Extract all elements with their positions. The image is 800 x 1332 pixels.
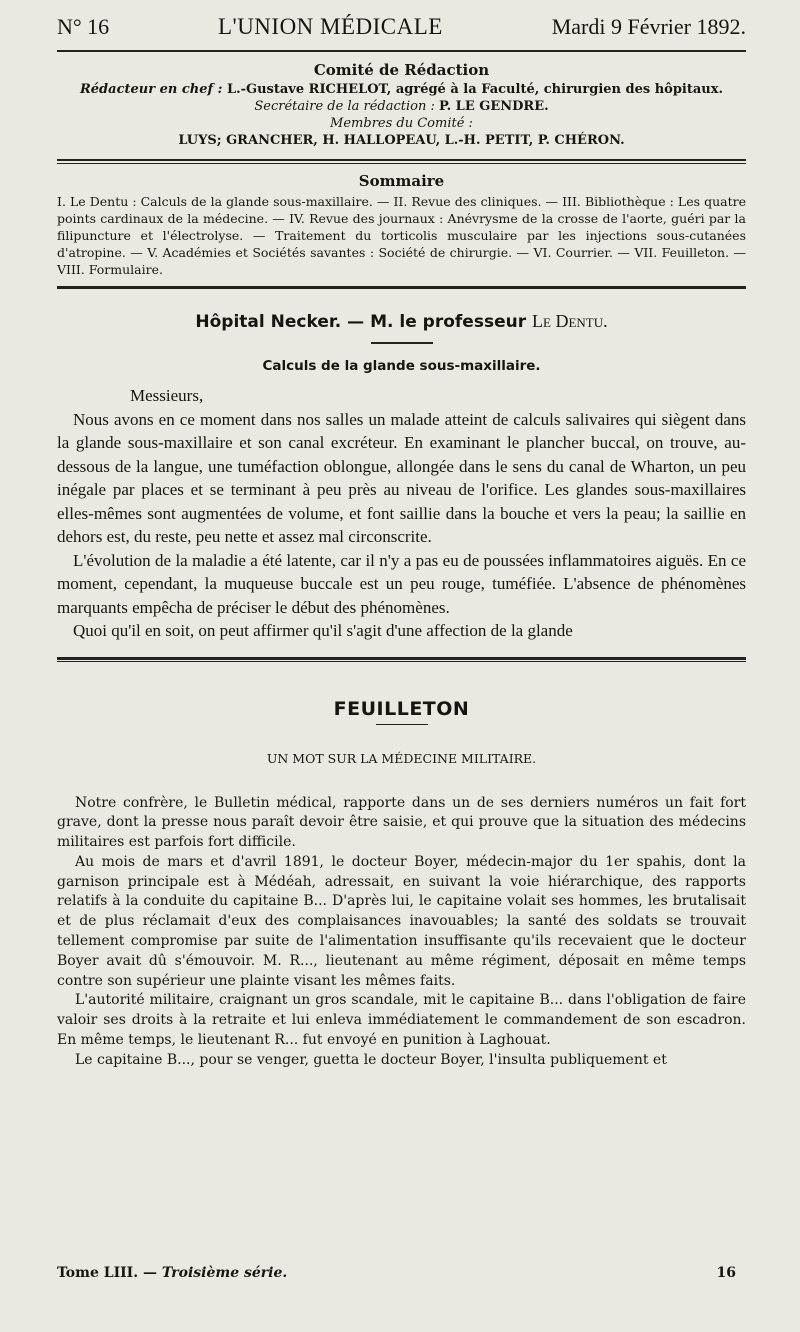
members-label: Membres du Comité : <box>330 116 473 131</box>
committee-title: Comité de Rédaction <box>313 61 490 79</box>
professor-name: Le Dentu. <box>532 311 608 331</box>
issue-date: Mardi 9 Février 1892. <box>551 14 746 39</box>
secretary-line <box>57 98 746 115</box>
secretary-label: Secrétaire de la rédaction : <box>254 99 435 114</box>
feuilleton-subtitle: UN MOT SUR LA MÉDECINE MILITAIRE. <box>266 750 537 766</box>
article-paragraph: L'évolution de la maladie a été latente, car il n'y a pas eu de poussées inflammatoires aiguës. En ce moment, cependant, la muqueuse buccale est un peu rouge, tuméfiée. L'absence de phénomènes marquants empêcha de préciser le début des phénomènes. <box>57 550 746 617</box>
article-salutation: Messieurs, <box>130 386 204 405</box>
issue-number: N° 16 <box>57 14 110 39</box>
article-paragraph: Quoi qu'il en soit, on peut affirmer qu'il s'agit d'une affection de la glande <box>73 621 573 640</box>
hospital-name: Hôpital Necker. — M. le professeur <box>195 312 527 332</box>
article-subtitle: Calculs de la glande sous-maxillaire. <box>262 358 541 374</box>
chief-editor-line <box>57 81 746 98</box>
article-body <box>57 384 746 643</box>
feuilleton-paragraph: L'autorité militaire, craignant un gros scandale, mit le capitaine B... dans l'obligation de faire valoir ses droits à la retraite et lui enleva immédiatement le commandement de son escadron. En même temps, le lieutenant R... fut envoyé en punition à Laghouat. <box>57 992 746 1049</box>
journal-title: L'UNION MÉDICALE <box>218 14 443 39</box>
feuilleton-title: FEUILLETON <box>333 697 470 720</box>
summary-text: I. Le Dentu : Calculs de la glande sous-maxillaire. — II. Revue des cliniques. — III. Bibliothèque : Les quatre points cardinaux de la médecine. — IV. Revue des journaux : Anévrysme de la crosse de l'aorte, guéri par la filipuncture et l'électrolyse. — Traitement du torticolis musculaire par les injections sous-cutanées d'atropine. — V. Académies et Sociétés savantes : Société de chirurgie. — VI. Courrier. — VII. Feuilleton. — VIII. Formulaire. <box>57 194 746 277</box>
chief-editor-label: Rédacteur en chef : <box>79 82 223 97</box>
article-paragraph: Nous avons en ce moment dans nos salles un malade atteint de calculs salivaires qui siègent dans la glande sous-maxillaire et son canal excréteur. En examinant le plancher buccal, on trouve, au-dessous de la langue, une tuméfaction oblongue, allongée dans le sens du canal de Wharton, un peu inégale par places et se terminant à peu près au niveau de l'orifice. Les glandes sous-maxillaires elles-mêmes sont augmentées de volume, et font saillie dans la bouche et vers la peau; la saillie en dehors est, du reste, peu nette et assez mal circonscrite. <box>57 409 746 546</box>
page-footer <box>57 1265 736 1281</box>
summary-divider <box>57 286 746 289</box>
feuilleton-paragraph: Le capitaine B..., pour se venger, guetta le docteur Boyer, l'insulta publiquement et <box>75 1051 667 1068</box>
feuilleton-paragraph: Au mois de mars et d'avril 1891, le docteur Boyer, médecin-major du 1er spahis, dont la garnison principale est à Médéah, adressait, en suivant la voie hiérarchique, des rapports relatifs à la conduite du capitaine B... D'après lui, le capitaine volait ses hommes, les brutalisait et de plus réclamait d'eux des complaisances inavouables; la santé des soldats se trouvait tellement compromise par suite de l'alimentation insuffisante qu'ils recevaient que le docteur Boyer avait dû s'émouvoir. M. R..., lieutenant au même régiment, déposait en même temps contre son supérieur une plainte visant les mêmes faits. <box>57 853 746 989</box>
page-header <box>57 14 746 52</box>
secretary-name: P. LE GENDRE. <box>439 99 549 114</box>
volume-number: Tome LIII. — <box>57 1265 157 1281</box>
feuilleton-divider <box>57 657 746 662</box>
feuilleton-body <box>57 794 746 1071</box>
article-heading <box>57 311 746 332</box>
series-label: Troisième série. <box>161 1265 288 1281</box>
committee-members: LUYS; GRANCHER, H. HALLOPEAU, L.-H. PETIT, P. CHÉRON. <box>178 133 625 148</box>
members-label-line <box>57 115 746 132</box>
editorial-committee <box>57 62 746 149</box>
volume-info <box>57 1265 287 1281</box>
chief-editor-name: L.-Gustave RICHELOT, agrégé à la Faculté, chirurgien des hôpitaux. <box>226 82 724 97</box>
page-number: 16 <box>716 1265 736 1281</box>
feuilleton-title-rule <box>376 724 428 725</box>
summary-title: Sommaire <box>358 172 445 190</box>
header-divider <box>57 159 746 164</box>
feuilleton-paragraph: Notre confrère, le Bulletin médical, rapporte dans un de ses derniers numéros un fait fort grave, dont la presse nous paraît devoir être saisie, et qui prouve que la situation des médecins militaires est parfois fort difficile. <box>57 794 746 851</box>
article-heading-rule <box>371 342 433 344</box>
